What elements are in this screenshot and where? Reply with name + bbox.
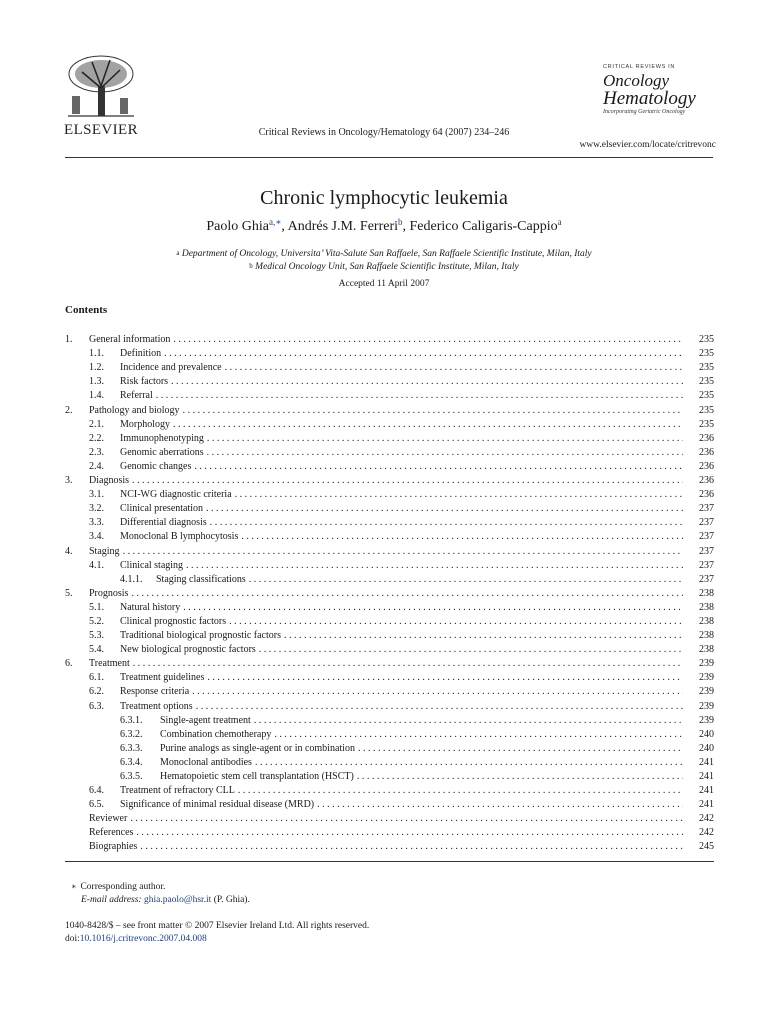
toc-entry-title: Definition xyxy=(120,348,162,360)
affiliation-mark: a xyxy=(176,249,180,257)
toc-entry-number: 5.3. xyxy=(89,630,104,642)
brand-prefix: CRITICAL REVIEWS IN xyxy=(603,64,676,70)
toc-entry[interactable] xyxy=(65,697,714,711)
toc-entry-number: 1.4. xyxy=(89,390,104,402)
toc-entry-page: 238 xyxy=(699,644,714,656)
toc-entry-page: 236 xyxy=(699,489,714,501)
toc-entry-number: 6.1. xyxy=(89,672,104,684)
toc-leader-dots xyxy=(259,644,683,655)
copyright-line: 1040-8428/$ – see front matter © 2007 Elsevier Ireland Ltd. All rights reserved. xyxy=(65,921,370,931)
toc-entry-title: Clinical prognostic factors xyxy=(120,615,227,627)
toc-entry[interactable] xyxy=(65,401,714,415)
toc-entry-number: 3.2. xyxy=(89,503,104,515)
toc-entry-number: 2.3. xyxy=(89,446,104,458)
journal-citation: Critical Reviews in Oncology/Hematology 64 (2007) 234–246 xyxy=(258,127,510,138)
toc-leader-dots xyxy=(196,701,683,712)
toc-entry-number: 3. xyxy=(65,475,73,487)
toc-entry-page: 237 xyxy=(699,573,714,585)
toc-entry-page: 237 xyxy=(699,545,714,557)
toc-leader-dots xyxy=(210,517,683,528)
email-link[interactable]: ghia.paolo@hsr.it xyxy=(143,894,212,905)
toc-entry[interactable] xyxy=(65,683,714,697)
toc-entry-number: 1.1. xyxy=(89,348,104,360)
toc-entry[interactable] xyxy=(65,373,714,387)
toc-entry-page: 235 xyxy=(699,404,714,416)
journal-brand xyxy=(603,64,723,115)
toc-leader-dots xyxy=(131,588,683,599)
author-affiliation-mark[interactable]: a xyxy=(557,217,562,227)
elsevier-tree-logo xyxy=(62,52,140,120)
toc-entry-title: Genomic aberrations xyxy=(120,446,204,458)
toc-leader-dots xyxy=(173,419,683,430)
footnote-mark: ∗ xyxy=(71,882,77,891)
toc-leader-dots xyxy=(357,771,683,782)
accepted-date: Accepted 11 April 2007 xyxy=(338,279,430,289)
toc-leader-dots xyxy=(207,447,683,458)
toc-entry-page: 235 xyxy=(699,418,714,430)
toc-entry[interactable] xyxy=(65,810,714,824)
toc-entry[interactable] xyxy=(65,782,714,796)
toc-entry[interactable] xyxy=(65,528,714,542)
toc-entry-page: 241 xyxy=(699,756,714,768)
toc-entry-number: 1.3. xyxy=(89,376,104,388)
affiliation-text: Medical Oncology Unit, San Raffaele Scientific Institute, Milan, Italy xyxy=(255,262,519,272)
toc-entry-title: Response criteria xyxy=(120,686,190,698)
toc-entry-page: 239 xyxy=(699,700,714,712)
toc-entry-number: 4.1.1. xyxy=(120,573,143,585)
toc-entry[interactable] xyxy=(65,838,714,852)
author-affiliation-mark[interactable]: a,∗ xyxy=(268,217,282,227)
toc-entry[interactable] xyxy=(65,500,714,514)
toc-entry-title: General information xyxy=(89,334,171,346)
toc-leader-dots xyxy=(183,602,683,613)
toc-entry-number: 6.3.4. xyxy=(120,756,143,768)
toc-entry[interactable] xyxy=(65,599,714,613)
toc-entry-title: Biographies xyxy=(89,841,138,853)
toc-entry[interactable] xyxy=(65,669,714,683)
toc-leader-dots xyxy=(194,461,683,472)
toc-entry[interactable] xyxy=(65,726,714,740)
toc-entry-title: Pathology and biology xyxy=(89,404,180,416)
toc-entry[interactable] xyxy=(65,796,714,810)
toc-entry-page: 237 xyxy=(699,559,714,571)
toc-leader-dots xyxy=(186,560,683,571)
toc-entry[interactable] xyxy=(65,486,714,500)
toc-entry[interactable] xyxy=(65,430,714,444)
toc-entry[interactable] xyxy=(65,514,714,528)
toc-entry-number: 4. xyxy=(65,545,73,557)
toc-entry-number: 2. xyxy=(65,404,73,416)
toc-entry-title: Prognosis xyxy=(89,587,129,599)
toc-entry-number: 5. xyxy=(65,587,73,599)
toc-leader-dots xyxy=(207,433,683,444)
affiliation-text: Department of Oncology, Universita’ Vita-Salute San Raffaele, San Raffaele Scientific Institute, Milan, Italy xyxy=(181,249,592,259)
toc-entry-page: 238 xyxy=(699,587,714,599)
toc-leader-dots xyxy=(255,757,683,768)
author-name: Federico Caligaris-Cappio xyxy=(409,219,558,234)
toc-entry-page: 237 xyxy=(699,517,714,529)
toc-leader-dots xyxy=(173,334,683,345)
toc-entry[interactable] xyxy=(65,655,714,669)
toc-leader-dots xyxy=(241,531,683,542)
toc-entry-number: 6.5. xyxy=(89,799,104,811)
toc-entry[interactable] xyxy=(65,571,714,585)
toc-entry-page: 240 xyxy=(699,742,714,754)
toc-entry[interactable] xyxy=(65,444,714,458)
email-label: E-mail address: xyxy=(81,894,142,905)
toc-leader-dots xyxy=(206,503,683,514)
toc-entry-page: 238 xyxy=(699,601,714,613)
toc-leader-dots xyxy=(171,376,683,387)
toc-entry-title: Treatment of refractory CLL xyxy=(120,785,235,797)
author-name: Paolo Ghia xyxy=(206,219,269,234)
toc-entry-page: 239 xyxy=(699,686,714,698)
toc-entry[interactable] xyxy=(65,585,714,599)
toc-entry-title: New biological prognostic factors xyxy=(120,644,256,656)
toc-entry[interactable] xyxy=(65,472,714,486)
toc-entry-title: Immunophenotyping xyxy=(120,432,204,444)
toc-leader-dots xyxy=(140,841,683,852)
toc-entry[interactable] xyxy=(65,740,714,754)
toc-leader-dots xyxy=(229,616,683,627)
toc-entry-title: References xyxy=(89,827,134,839)
toc-entry-number: 5.1. xyxy=(89,601,104,613)
toc-leader-dots xyxy=(207,672,683,683)
toc-entry-page: 236 xyxy=(699,460,714,472)
toc-entry-page: 239 xyxy=(699,672,714,684)
toc-entry-page: 241 xyxy=(699,799,714,811)
paper-title: Chronic lymphocytic leukemia xyxy=(260,187,508,209)
toc-entry[interactable] xyxy=(65,613,714,627)
toc-leader-dots xyxy=(192,686,683,697)
toc-entry-title: Significance of minimal residual disease (MRD) xyxy=(120,799,315,811)
toc-entry-page: 242 xyxy=(699,827,714,839)
toc-entry[interactable] xyxy=(65,754,714,768)
corresponding-footnote xyxy=(65,881,250,906)
toc-entry-title: NCI-WG diagnostic criteria xyxy=(120,489,232,501)
toc-entry-number: 6.3.5. xyxy=(120,771,143,782)
toc-leader-dots xyxy=(284,630,683,641)
toc-leader-dots xyxy=(164,348,683,359)
toc-leader-dots xyxy=(254,715,683,726)
toc-leader-dots xyxy=(235,489,683,500)
toc-entry-title: Risk factors xyxy=(120,376,169,388)
toc-entry-title: Genomic changes xyxy=(120,460,192,472)
toc-leader-dots xyxy=(238,785,683,796)
toc-entry[interactable] xyxy=(65,345,714,359)
toc-entry-number: 3.3. xyxy=(89,517,104,529)
toc-entry-page: 235 xyxy=(699,348,714,360)
toc-entry[interactable] xyxy=(65,542,714,556)
toc-entry-page: 239 xyxy=(699,658,714,670)
toc-entry-title: Treatment options xyxy=(120,700,193,712)
toc-leader-dots xyxy=(130,813,683,824)
doi-link[interactable]: 10.1016/j.critrevonc.2007.04.008 xyxy=(79,934,207,944)
journal-url-link[interactable]: www.elsevier.com/locate/critrevonc xyxy=(579,140,716,150)
toc-entry-title: Combination chemotherapy xyxy=(160,728,272,740)
toc-entry[interactable] xyxy=(65,359,714,373)
toc-leader-dots xyxy=(123,546,683,557)
toc-entry[interactable] xyxy=(65,768,714,782)
toc-entry-title: Purine analogs as single-agent or in combination xyxy=(160,742,355,754)
toc-entry-number: 4.1. xyxy=(89,559,104,571)
toc-entry[interactable] xyxy=(65,712,714,726)
toc-entry-number: 2.1. xyxy=(89,418,104,430)
header-divider xyxy=(65,157,713,158)
toc-entry-page: 236 xyxy=(699,446,714,458)
toc-entry[interactable] xyxy=(65,416,714,430)
toc-leader-dots xyxy=(358,743,683,754)
toc-entry-number: 2.4. xyxy=(89,460,104,472)
toc-entry-number: 6.3.2. xyxy=(120,728,143,740)
affiliation-a xyxy=(0,249,768,259)
toc-entry[interactable] xyxy=(65,557,714,571)
table-of-contents xyxy=(65,331,714,852)
brand-line-2: Hematology xyxy=(603,88,696,109)
brand-line-1: Oncology xyxy=(603,71,670,90)
toc-entry-page: 235 xyxy=(699,334,714,346)
toc-entry-number: 6.3.1. xyxy=(120,714,143,726)
toc-entry-title: Incidence and prevalence xyxy=(120,362,222,374)
toc-entry-page: 237 xyxy=(699,531,714,543)
toc-leader-dots xyxy=(136,827,683,838)
toc-entry-page: 236 xyxy=(699,432,714,444)
toc-leader-dots xyxy=(133,658,683,669)
copyright-block xyxy=(65,920,369,946)
toc-entry-title: Treatment xyxy=(89,658,130,670)
toc-entry-title: Morphology xyxy=(120,418,170,430)
toc-entry-title: Referral xyxy=(120,390,153,402)
author-affiliation-mark[interactable]: b xyxy=(398,217,403,227)
author-list: Paolo Ghia$^{a,∗}$, Andrés J.M. Ferreri$^b$, Federico Caligaris-Cappio$^a$ xyxy=(206,217,562,234)
toc-entry-number: 2.2. xyxy=(89,432,104,444)
toc-entry-number: 5.2. xyxy=(89,615,104,627)
toc-entry-number: 3.1. xyxy=(89,489,104,501)
toc-entry-title: Single-agent treatment xyxy=(160,714,251,726)
toc-entry-number: 1. xyxy=(65,334,73,346)
toc-entry-number: 6.3.3. xyxy=(120,742,143,754)
toc-leader-dots xyxy=(156,390,683,401)
toc-entry-page: 242 xyxy=(699,813,714,825)
doi-prefix: doi: xyxy=(65,934,80,944)
toc-entry-page: 236 xyxy=(699,475,714,487)
toc-entry-title: Monoclonal B lymphocytosis xyxy=(120,531,239,543)
toc-entry-title: Differential diagnosis xyxy=(120,517,207,529)
toc-entry-page: 238 xyxy=(699,630,714,642)
toc-leader-dots xyxy=(183,405,683,416)
toc-leader-dots xyxy=(249,574,683,585)
footnote-text: Corresponding author. xyxy=(80,882,166,892)
toc-entry-title: Staging xyxy=(89,545,120,557)
toc-entry-title: Staging classifications xyxy=(156,573,246,585)
toc-entry[interactable] xyxy=(65,824,714,838)
toc-leader-dots xyxy=(317,799,683,810)
toc-entry-title: Reviewer xyxy=(89,813,128,825)
toc-entry-title: Natural history xyxy=(120,601,181,613)
toc-entry-number: 1.2. xyxy=(89,362,104,374)
toc-entry-page: 237 xyxy=(699,503,714,515)
toc-leader-dots xyxy=(274,729,683,740)
toc-leader-dots xyxy=(132,475,683,486)
affiliation-mark: b xyxy=(249,262,253,270)
toc-entry-page: 240 xyxy=(699,728,714,740)
toc-entry-number: 3.4. xyxy=(89,531,104,543)
brand-subtitle: Incorporating Geriatric Oncology xyxy=(603,109,686,115)
toc-entry-page: 235 xyxy=(699,390,714,402)
toc-entry-title: Treatment guidelines xyxy=(120,672,205,684)
email-suffix: (P. Ghia). xyxy=(213,894,250,905)
toc-entry-page: 238 xyxy=(699,615,714,627)
toc-entry-number: 6.2. xyxy=(89,686,104,698)
toc-entry-page: 245 xyxy=(699,841,714,853)
toc-entry-title: Monoclonal antibodies xyxy=(160,756,252,768)
affiliation-b xyxy=(0,262,768,272)
toc-entry[interactable] xyxy=(65,641,714,655)
toc-entry-page: 235 xyxy=(699,376,714,388)
publisher-name: ELSEVIER xyxy=(64,122,139,138)
toc-entry-title: Clinical staging xyxy=(120,559,184,571)
toc-entry-title: Diagnosis xyxy=(89,475,129,487)
toc-entry-title: Hematopoietic stem cell transplantation (HSCT) xyxy=(160,771,354,782)
contents-divider xyxy=(65,861,714,862)
toc-entry-page: 241 xyxy=(699,785,714,797)
contents-heading: Contents xyxy=(65,304,108,316)
toc-entry-page: 235 xyxy=(699,362,714,374)
toc-entry-number: 5.4. xyxy=(89,644,104,656)
toc-entry-title: Clinical presentation xyxy=(120,503,204,515)
toc-entry[interactable] xyxy=(65,458,714,472)
toc-entry-page: 241 xyxy=(699,771,714,782)
author-name: Andrés J.M. Ferreri xyxy=(287,219,398,234)
toc-entry[interactable] xyxy=(65,627,714,641)
toc-entry-number: 6.3. xyxy=(89,700,104,712)
toc-entry-page: 239 xyxy=(699,714,714,726)
toc-entry[interactable] xyxy=(65,387,714,401)
toc-entry-number: 6.4. xyxy=(89,785,104,797)
toc-entry-number: 6. xyxy=(65,658,73,670)
toc-entry[interactable] xyxy=(65,331,714,345)
toc-leader-dots xyxy=(225,362,683,373)
toc-entry-title: Traditional biological prognostic factors xyxy=(120,630,281,642)
